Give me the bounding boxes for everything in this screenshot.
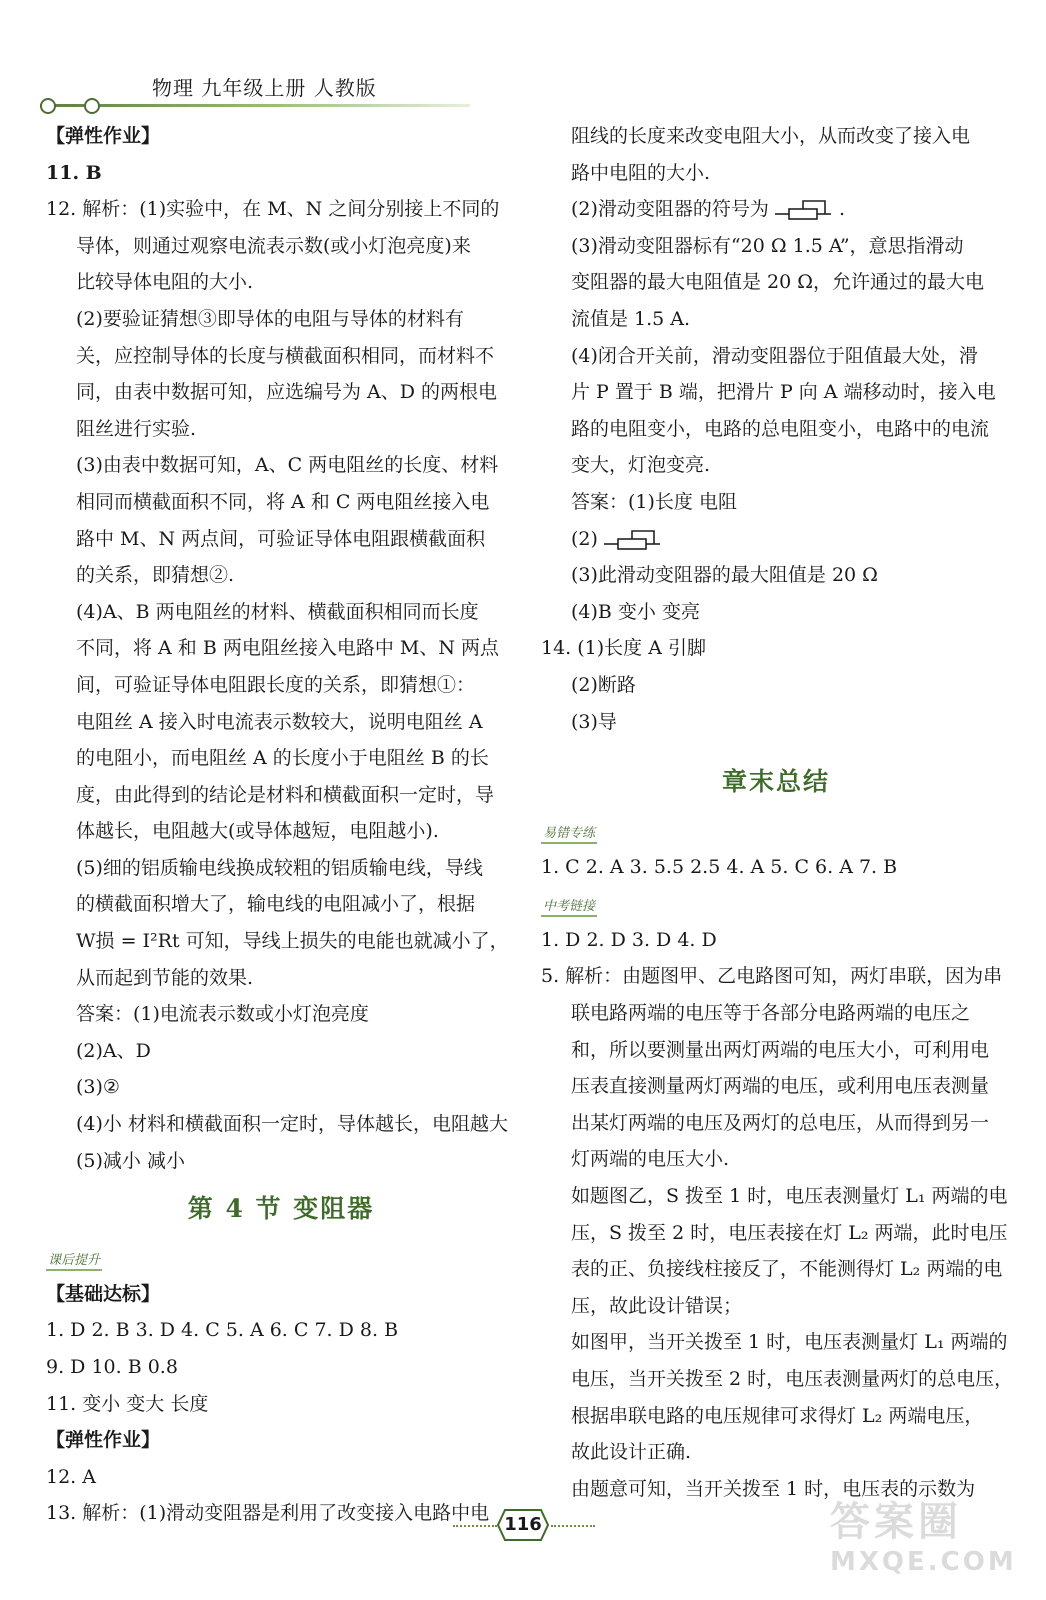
text-line: 阻丝进行实验. [76, 417, 197, 440]
dotted-rule [453, 1525, 497, 1527]
section-tag: 易错专练 [541, 826, 597, 844]
text-line: 电压，当开关拨至 2 时，电压表测量两灯的总电压， [571, 1368, 1014, 1390]
rheostat-symbol-icon [775, 198, 833, 222]
text-line: 压，故此设计错误； [571, 1294, 743, 1317]
tag-row [541, 812, 1011, 849]
watermark-url: MXQE.COM [830, 1547, 1017, 1577]
text-line: 1. C 2. A 3. 5.5 2.5 4. A 5. C 6. A 7. B [541, 855, 898, 878]
text-line: 由题意可知，当开关拨至 1 时，电压表的示数为 [571, 1477, 976, 1500]
text-line: 不同，将 A 和 B 两电阻丝接入电路中 M、N 两点 [76, 637, 500, 660]
section-tag: 课后提升 [46, 1253, 102, 1271]
text-line: 根据串联电路的电压规律可求得灯 L₂ 两端电压， [571, 1404, 984, 1427]
section-title: 第 4 节 变阻器 [187, 1194, 375, 1224]
text-line: (3)导 [571, 710, 617, 733]
text-line: 同，由表中数据可知，应选编号为 A、D 的两根电 [76, 381, 498, 404]
text-line: 从而起到节能的效果. [76, 966, 254, 989]
text-line: W损 = I²Rt 可知，导线上损失的电能也就减小了， [76, 930, 509, 953]
header-circle-decoration [84, 98, 100, 114]
text-line: 比较导体电阻的大小. [76, 271, 254, 294]
header-circle-decoration [40, 98, 56, 114]
text-line: 压，S 拨至 2 时，电压表接在灯 L₂ 两端，此时电压 [571, 1221, 1008, 1244]
watermark-text: 答案圈 [830, 1499, 962, 1545]
text-line [541, 191, 1011, 228]
text-line: 1. D 2. B 3. D 4. C 5. A 6. C 7. D 8. B [46, 1319, 399, 1342]
page-header [40, 64, 480, 114]
text-line: 阻线的长度来改变电阻大小，从而改变了接入电 [571, 125, 971, 147]
text-line: 13. 解析：(1)滑动变阻器是利用了改变接入电路中电 [46, 1502, 490, 1525]
text-line: 电阻丝 A 接入时电流表示数较大，说明电阻丝 A [76, 710, 483, 733]
text-line: 11. 变小 变大 长度 [46, 1392, 209, 1415]
text-line: 间，可验证导体电阻跟长度的关系，即猜想①： [76, 673, 476, 696]
text-line: 1. D 2. D 3. D 4. D [541, 928, 717, 951]
text-line: (5)减小 减小 [76, 1149, 185, 1172]
text-line: 的电阻小，而电阻丝 A 的长度小于电阻丝 B 的长 [76, 747, 489, 770]
text-line: 【弹性作业】 [46, 1429, 161, 1452]
text-line: 答案：(1)电流表示数或小灯泡亮度 [76, 1003, 369, 1026]
text-line: 故此设计正确. [571, 1441, 692, 1464]
text-fragment: (2)滑动变阻器的符号为 [571, 198, 769, 221]
page-number-text: 116 [504, 1514, 542, 1535]
section-tag: 中考链接 [541, 899, 597, 917]
tag-row [46, 1239, 516, 1276]
text-line: (4)小 材料和横截面积一定时，导体越长，电阻越大 [76, 1113, 508, 1136]
dotted-rule [551, 1525, 595, 1527]
text-line: (3)此滑动变阻器的最大阻值是 20 Ω [571, 564, 878, 587]
text-fragment: . [839, 198, 846, 221]
text-line: 的横截面积增大了，输电线的电阻减小了，根据 [76, 893, 476, 916]
tag-row [541, 885, 1011, 922]
text-line: (3)滑动变阻器标有“20 Ω 1.5 A”，意思指滑动 [571, 234, 964, 257]
text-line: 【弹性作业】 [46, 125, 161, 147]
text-line: 压表直接测量两灯两端的电压，或利用电压表测量 [571, 1075, 990, 1098]
text-line: (4)闭合开关前，滑动变阻器位于阻值最大处，滑 [571, 344, 978, 367]
text-line: 11. B [46, 161, 102, 184]
text-line: (2)要验证猜想③即导体的电阻与导体的材料有 [76, 307, 464, 330]
page-number [459, 1508, 589, 1544]
text-line: 如图甲，当开关拨至 1 时，电压表测量灯 L₁ 两端的 [571, 1331, 1008, 1354]
header-title: 物理 九年级上册 人教版 [152, 76, 377, 100]
text-line [541, 521, 1011, 558]
text-line: (4)B 变小 变亮 [571, 600, 700, 623]
text-line: 【基础达标】 [46, 1282, 161, 1305]
text-line: 关，应控制导体的长度与横截面积相同，而材料不 [76, 344, 495, 367]
text-line: 变大，灯泡变亮. [571, 454, 711, 477]
text-line: 导体，则通过观察电流表示数(或小灯泡亮度)来 [76, 234, 471, 257]
text-line: 如题图乙，S 拨至 1 时，电压表测量灯 L₁ 两端的电 [571, 1185, 1008, 1208]
text-fragment: (2) [571, 527, 598, 550]
text-line: 14. (1)长度 A 引脚 [541, 637, 706, 660]
text-line: 12. 解析：(1)实验中，在 M、N 之间分别接上不同的 [46, 198, 500, 221]
watermark-logo [830, 1490, 1040, 1590]
text-line: 5. 解析：由题图甲、乙电路图可知，两灯串联，因为串 [541, 965, 1003, 988]
text-line: 流值是 1.5 A. [571, 307, 691, 330]
text-line: 出某灯两端的电压及两灯的总电压，从而得到另一 [571, 1111, 990, 1134]
text-line: (4)A、B 两电阻丝的材料、横截面积相同而长度 [76, 600, 479, 623]
text-line: 的关系，即猜想②. [76, 564, 235, 587]
section-title: 章末总结 [721, 767, 830, 797]
text-line: 灯两端的电压大小. [571, 1148, 730, 1171]
text-line: (3)② [76, 1076, 120, 1099]
text-line: 表的正、负接线柱接反了，不能测得灯 L₂ 两端的电 [571, 1258, 1003, 1281]
text-line: (5)细的铝质输电线换成较粗的铝质输电线，导线 [76, 856, 483, 879]
left-column [46, 118, 516, 1532]
text-line: 路的电阻变小，电路的总电阻变小，电路中的电流 [571, 417, 990, 440]
text-line: 9. D 10. B 0.8 [46, 1356, 178, 1378]
text-line: 相同而横截面积不同，将 A 和 C 两电阻丝接入电 [76, 490, 490, 513]
rheostat-symbol-icon [604, 528, 662, 552]
text-line: 答案：(1)长度 电阻 [571, 490, 737, 513]
text-line: 12. A [46, 1465, 96, 1488]
text-line: 路中电阻的大小. [571, 161, 711, 184]
text-line: 联电路两端的电压等于各部分电路两端的电压之 [571, 1002, 971, 1025]
text-line: 变阻器的最大电阻值是 20 Ω，允许通过的最大电 [571, 271, 985, 294]
text-line: 和，所以要测量出两灯两端的电压大小，可利用电 [571, 1038, 990, 1061]
text-line: 度，由此得到的结论是材料和横截面积一定时，导 [76, 783, 495, 806]
text-line: 路中 M、N 两点间，可验证导体电阻跟横截面积 [76, 527, 486, 550]
text-line: (3)由表中数据可知，A、C 两电阻丝的长度、材料 [76, 454, 499, 477]
text-line: (2)断路 [571, 673, 636, 696]
header-rule [40, 104, 470, 107]
text-line: (2)A、D [76, 1039, 151, 1062]
text-line: 片 P 置于 B 端，把滑片 P 向 A 端移动时，接入电 [571, 381, 996, 404]
text-line: 体越长，电阻越大(或导体越短，电阻越小). [76, 820, 439, 843]
right-column [541, 118, 1014, 1507]
